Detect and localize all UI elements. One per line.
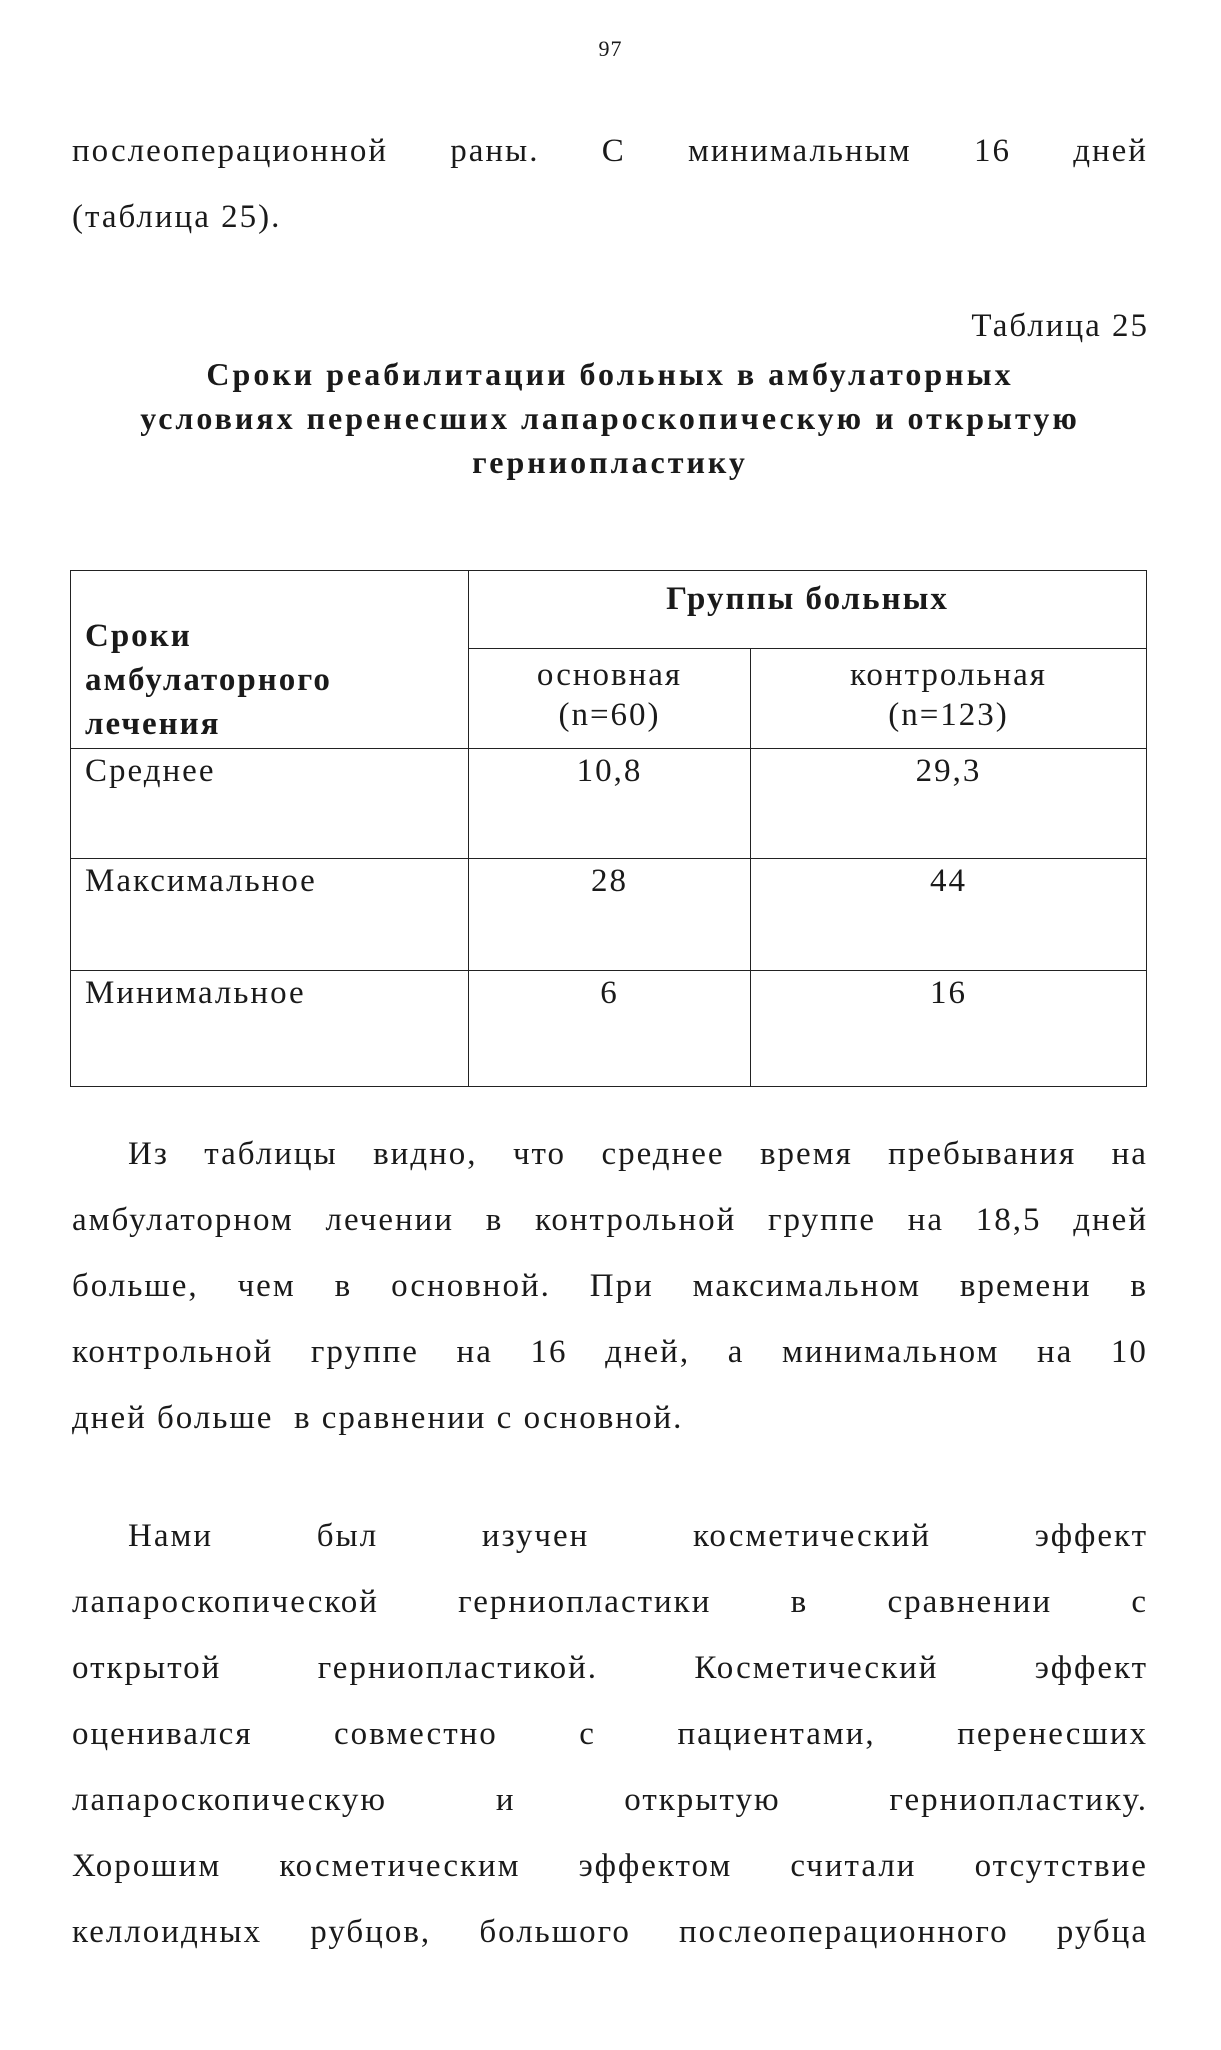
table-title	[72, 352, 1148, 484]
paragraph-1-line-2	[72, 1200, 1148, 1240]
word: лечении	[325, 1202, 455, 1238]
word: косметический	[693, 1518, 932, 1554]
intro-line-1	[72, 131, 1148, 171]
word: раны.	[450, 133, 540, 169]
paragraph-1-line-4	[72, 1332, 1148, 1372]
paragraph-2-line-7	[72, 1912, 1148, 1952]
word: большого	[479, 1914, 631, 1950]
word: При	[589, 1268, 654, 1304]
row-label-max: Максимальное	[71, 859, 469, 971]
word: эффект	[1034, 1650, 1148, 1686]
cell-mean-main: 10,8	[469, 749, 751, 859]
word: рубцов,	[310, 1914, 432, 1950]
cell-max-control: 44	[751, 859, 1147, 971]
word: был	[316, 1518, 379, 1554]
word: группе	[310, 1334, 419, 1370]
word: С	[601, 133, 626, 169]
word: герниопластики	[458, 1584, 712, 1620]
word: в	[1130, 1268, 1148, 1304]
word: сравнении	[887, 1584, 1053, 1620]
word: минимальном	[781, 1334, 1000, 1370]
table-title-line-2: условиях перенесших лапароскопическую и открытую	[140, 400, 1080, 436]
word: отсутствие	[974, 1848, 1148, 1884]
word: изучен	[481, 1518, 590, 1554]
word: пациентами,	[677, 1716, 876, 1752]
paragraph-2-line-5	[72, 1780, 1148, 1820]
word: совместно	[334, 1716, 498, 1752]
table-row	[71, 859, 1147, 971]
word: а	[727, 1334, 745, 1370]
word: группе	[767, 1202, 877, 1238]
main-group-name: основная	[536, 657, 683, 693]
word: больше,	[72, 1268, 199, 1304]
row-label-mean: Среднее	[71, 749, 469, 859]
word: открытой	[72, 1650, 222, 1686]
word: лапароскопической	[72, 1584, 379, 1620]
table-row	[71, 971, 1147, 1087]
word: дней,	[605, 1334, 691, 1370]
word: лапароскопическую	[72, 1782, 388, 1818]
word: 10	[1110, 1334, 1148, 1370]
header-patient-groups: Группы больных	[469, 571, 1147, 649]
word: таблицы	[204, 1136, 338, 1172]
word: послеоперационного	[679, 1914, 1009, 1950]
cell-max-main: 28	[469, 859, 751, 971]
word: герниопластикой.	[317, 1650, 599, 1686]
word: в	[485, 1202, 504, 1238]
word: в	[334, 1268, 353, 1304]
table-title-line-3: герниопластику	[472, 444, 748, 480]
cell-mean-control: 29,3	[751, 749, 1147, 859]
header-left-line-1: Сроки	[85, 618, 192, 654]
word: время	[759, 1136, 853, 1172]
header-control-group	[751, 649, 1147, 749]
word: и	[495, 1782, 516, 1818]
paragraph-1-line-3	[72, 1266, 1148, 1306]
word: дней	[1073, 1202, 1148, 1238]
paragraph-2-line-3	[72, 1648, 1148, 1688]
paragraph-2-line-1	[128, 1516, 1148, 1556]
word: чем	[237, 1268, 296, 1304]
word: 16	[530, 1334, 568, 1370]
word: Из	[128, 1136, 169, 1172]
word: Нами	[128, 1518, 214, 1554]
word: с	[579, 1716, 596, 1752]
paragraph-1-line-1	[128, 1134, 1148, 1174]
paragraph-1-line-5: дней больше в сравнении с основной.	[72, 1400, 684, 1436]
word: основной.	[391, 1268, 551, 1304]
word: открытую	[624, 1782, 781, 1818]
word: келлоидных	[72, 1914, 263, 1950]
word: амбулаторном	[72, 1202, 294, 1238]
page-number: 97	[598, 36, 623, 61]
paragraph-2-line-6	[72, 1846, 1148, 1886]
word: на	[456, 1334, 493, 1370]
word: оценивался	[72, 1716, 253, 1752]
word: считали	[790, 1848, 917, 1884]
word: 16	[973, 133, 1011, 169]
word: в	[790, 1584, 809, 1620]
table-row	[71, 749, 1147, 859]
row-label-min: Минимальное	[71, 971, 469, 1087]
cell-min-main: 6	[469, 971, 751, 1087]
word: на	[1111, 1136, 1148, 1172]
word: на	[907, 1202, 945, 1238]
header-left-line-3: лечения	[85, 706, 221, 742]
word: герниопластику.	[889, 1782, 1148, 1818]
header-rehab-terms	[71, 571, 469, 749]
intro-line-2: (таблица 25).	[72, 199, 282, 235]
word: контрольной	[535, 1202, 737, 1238]
word: с	[1131, 1584, 1148, 1620]
word: рубца	[1056, 1914, 1148, 1950]
word: видно,	[373, 1136, 478, 1172]
header-main-group	[469, 649, 751, 749]
control-group-n: (n=123)	[888, 697, 1009, 733]
word: среднее	[601, 1136, 725, 1172]
word: косметическим	[279, 1848, 521, 1884]
word: пребывания	[888, 1136, 1077, 1172]
rehabilitation-table	[70, 570, 1147, 1087]
word: эффект	[1034, 1518, 1148, 1554]
word: 18,5	[975, 1202, 1042, 1238]
paragraph-2-line-2	[72, 1582, 1148, 1622]
word: что	[512, 1136, 567, 1172]
word: эффектом	[578, 1848, 733, 1884]
word: времени	[959, 1268, 1092, 1304]
table-title-line-1: Сроки реабилитации больных в амбулаторных	[206, 356, 1014, 392]
header-left-line-2: амбулаторного	[85, 662, 332, 698]
cell-min-control: 16	[751, 971, 1147, 1087]
control-group-name: контрольная	[850, 657, 1047, 693]
word: контрольной	[72, 1334, 274, 1370]
word: минимальным	[688, 133, 912, 169]
word: послеоперационной	[72, 133, 388, 169]
table-label: Таблица 25	[971, 308, 1149, 344]
word: максимальном	[692, 1268, 922, 1304]
main-group-n: (n=60)	[558, 697, 661, 733]
word: перенесших	[957, 1716, 1148, 1752]
word: Косметический	[694, 1650, 939, 1686]
word: на	[1036, 1334, 1074, 1370]
paragraph-2-line-4	[72, 1714, 1148, 1754]
word: Хорошим	[72, 1848, 222, 1884]
word: дней	[1073, 133, 1148, 169]
